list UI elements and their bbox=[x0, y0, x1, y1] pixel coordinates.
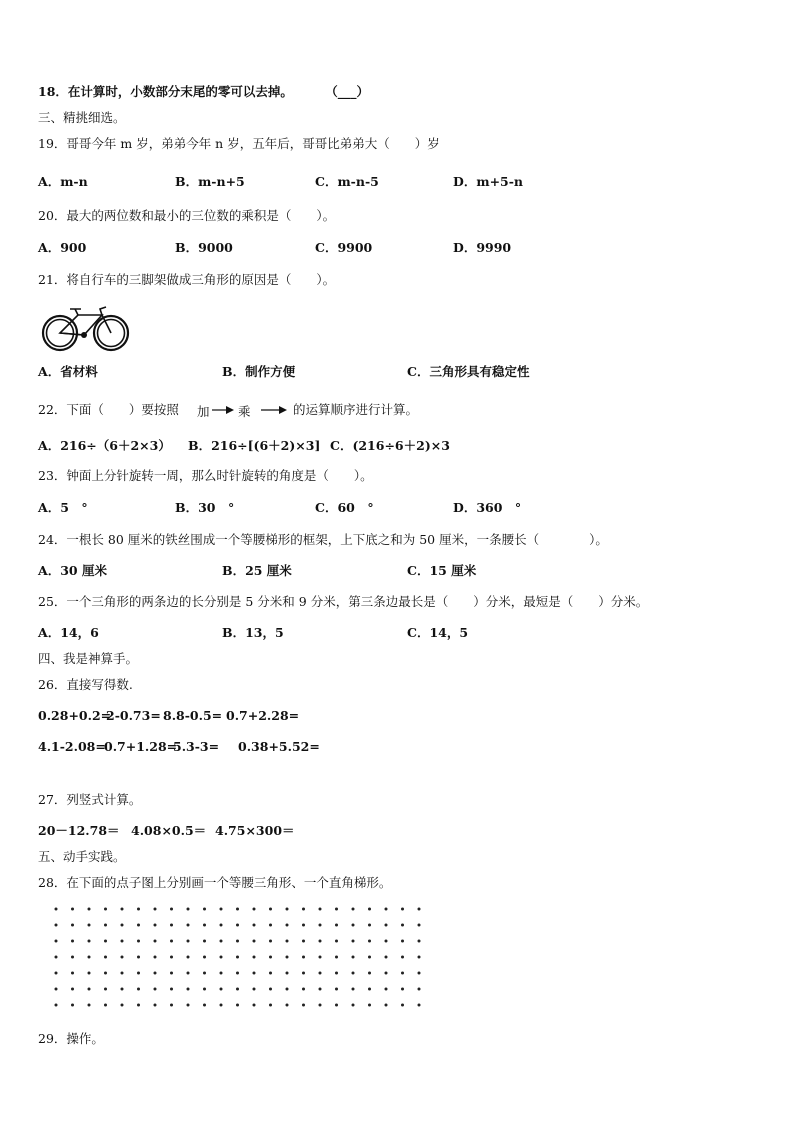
q26-item-6: 0.7+1.28= bbox=[104, 739, 178, 754]
grid-dot[interactable] bbox=[137, 988, 140, 991]
q22-option-c[interactable]: C．(216÷6＋2)×3 bbox=[330, 438, 450, 453]
q26-item-8: 0.38+5.52= bbox=[238, 739, 320, 754]
q27-item-3: 4.75×300＝ bbox=[215, 823, 295, 838]
grid-dot[interactable] bbox=[220, 940, 223, 943]
grid-dot[interactable] bbox=[286, 972, 289, 975]
grid-dot[interactable] bbox=[401, 940, 404, 943]
grid-dot[interactable] bbox=[71, 972, 74, 975]
grid-dot[interactable] bbox=[269, 972, 272, 975]
q25-option-b[interactable]: B．13，5 bbox=[222, 625, 284, 640]
grid-dot[interactable] bbox=[269, 940, 272, 943]
grid-dot[interactable] bbox=[335, 956, 338, 959]
q21-option-a[interactable]: A．省材料 bbox=[38, 364, 98, 379]
grid-dot[interactable] bbox=[55, 972, 58, 975]
grid-dot[interactable] bbox=[104, 908, 107, 911]
q24-option-c[interactable]: C．15 厘米 bbox=[407, 563, 477, 578]
flow-step-multiply: 乘 bbox=[238, 404, 251, 419]
grid-dot[interactable] bbox=[269, 924, 272, 927]
grid-dot[interactable] bbox=[286, 908, 289, 911]
grid-dot[interactable] bbox=[368, 956, 371, 959]
grid-dot[interactable] bbox=[137, 940, 140, 943]
grid-dot[interactable] bbox=[368, 924, 371, 927]
q23-text: 23．钟面上分针旋转一周，那么时针旋转的角度是（ ）。 bbox=[38, 468, 373, 483]
grid-dot[interactable] bbox=[401, 988, 404, 991]
section-3-title: 三、精挑细选。 bbox=[38, 110, 126, 125]
q25-option-c[interactable]: C．14，5 bbox=[407, 625, 469, 640]
grid-dot[interactable] bbox=[335, 972, 338, 975]
grid-dot[interactable] bbox=[203, 924, 206, 927]
grid-dot[interactable] bbox=[203, 940, 206, 943]
grid-dot[interactable] bbox=[187, 956, 190, 959]
grid-dot[interactable] bbox=[121, 972, 124, 975]
grid-dot[interactable] bbox=[104, 940, 107, 943]
grid-dot[interactable] bbox=[385, 988, 388, 991]
q25-text: 25．一个三角形的两条边的长分别是 5 分米和 9 分米，第三条边最长是（ ）分米，最短是（ ）分米。 bbox=[38, 594, 649, 609]
q20-option-c[interactable]: C．9900 bbox=[315, 240, 373, 255]
grid-dot[interactable] bbox=[302, 956, 305, 959]
grid-dot[interactable] bbox=[286, 940, 289, 943]
q26-item-2: 2-0.73= bbox=[106, 708, 161, 723]
q20-text: 20．最大的两位数和最小的三位数的乘积是（ ）。 bbox=[38, 208, 336, 223]
grid-dot[interactable] bbox=[385, 1004, 388, 1007]
grid-dot[interactable] bbox=[385, 940, 388, 943]
q22-prefix: 22．下面（ ）要按照 bbox=[38, 402, 179, 417]
grid-dot[interactable] bbox=[319, 988, 322, 991]
q21-option-c[interactable]: C．三角形具有稳定性 bbox=[407, 364, 530, 379]
grid-dot[interactable] bbox=[88, 988, 91, 991]
grid-dot[interactable] bbox=[401, 956, 404, 959]
grid-dot[interactable] bbox=[137, 972, 140, 975]
grid-dot[interactable] bbox=[55, 908, 58, 911]
q24-option-a[interactable]: A．30 厘米 bbox=[38, 563, 107, 578]
grid-dot[interactable] bbox=[352, 1004, 355, 1007]
grid-dot[interactable] bbox=[319, 1004, 322, 1007]
grid-dot[interactable] bbox=[154, 972, 157, 975]
q24-option-b[interactable]: B．25 厘米 bbox=[222, 563, 292, 578]
grid-dot[interactable] bbox=[335, 940, 338, 943]
grid-dot[interactable] bbox=[71, 988, 74, 991]
grid-dot[interactable] bbox=[418, 940, 421, 943]
section-5-title: 五、动手实践。 bbox=[38, 849, 126, 864]
grid-dot[interactable] bbox=[71, 956, 74, 959]
grid-dot[interactable] bbox=[352, 924, 355, 927]
q27-item-1: 20－12.78＝ bbox=[38, 823, 120, 838]
grid-dot[interactable] bbox=[335, 924, 338, 927]
q22-option-a[interactable]: A．216÷（6＋2×3） bbox=[38, 438, 171, 453]
grid-dot[interactable] bbox=[253, 956, 256, 959]
q23-option-c[interactable]: C．60 ° bbox=[315, 500, 374, 515]
grid-dot[interactable] bbox=[368, 940, 371, 943]
q26-text: 26．直接写得数. bbox=[38, 677, 133, 692]
grid-dot[interactable] bbox=[55, 924, 58, 927]
grid-dot[interactable] bbox=[55, 1004, 58, 1007]
grid-dot[interactable] bbox=[170, 988, 173, 991]
grid-dot[interactable] bbox=[203, 988, 206, 991]
q21-text: 21．将自行车的三脚架做成三角形的原因是（ ）。 bbox=[38, 272, 336, 287]
grid-dot[interactable] bbox=[121, 1004, 124, 1007]
grid-dot[interactable] bbox=[236, 972, 239, 975]
q24-text: 24．一根长 80 厘米的铁丝围成一个等腰梯形的框架，上下底之和为 50 厘米，一条腰长（ ）。 bbox=[38, 532, 608, 547]
grid-dot[interactable] bbox=[401, 1004, 404, 1007]
grid-dot[interactable] bbox=[187, 940, 190, 943]
grid-dot[interactable] bbox=[352, 940, 355, 943]
grid-dot[interactable] bbox=[121, 940, 124, 943]
grid-dot[interactable] bbox=[418, 908, 421, 911]
grid-dot[interactable] bbox=[302, 972, 305, 975]
grid-dot[interactable] bbox=[253, 1004, 256, 1007]
grid-dot[interactable] bbox=[121, 924, 124, 927]
grid-dot[interactable] bbox=[154, 924, 157, 927]
grid-dot[interactable] bbox=[302, 908, 305, 911]
grid-dot[interactable] bbox=[121, 988, 124, 991]
grid-dot[interactable] bbox=[71, 924, 74, 927]
q19-text: 19．哥哥今年 m 岁，弟弟今年 n 岁，五年后，哥哥比弟弟大（ ）岁 bbox=[38, 136, 440, 151]
grid-dot[interactable] bbox=[88, 1004, 91, 1007]
grid-dot[interactable] bbox=[319, 956, 322, 959]
q23-option-b[interactable]: B．30 ° bbox=[175, 500, 235, 515]
grid-dot[interactable] bbox=[335, 908, 338, 911]
grid-dot[interactable] bbox=[187, 988, 190, 991]
grid-dot[interactable] bbox=[88, 908, 91, 911]
grid-dot[interactable] bbox=[319, 924, 322, 927]
grid-dot[interactable] bbox=[418, 924, 421, 927]
grid-dot[interactable] bbox=[55, 940, 58, 943]
grid-dot[interactable] bbox=[220, 924, 223, 927]
grid-dot[interactable] bbox=[203, 972, 206, 975]
q20-option-b[interactable]: B．9000 bbox=[175, 240, 233, 255]
grid-dot[interactable] bbox=[269, 988, 272, 991]
grid-dot[interactable] bbox=[418, 1004, 421, 1007]
grid-dot[interactable] bbox=[302, 940, 305, 943]
grid-dot[interactable] bbox=[236, 908, 239, 911]
q21-option-b[interactable]: B．制作方便 bbox=[222, 364, 296, 379]
grid-dot[interactable] bbox=[385, 956, 388, 959]
grid-dot[interactable] bbox=[187, 908, 190, 911]
grid-dot[interactable] bbox=[286, 924, 289, 927]
q20-option-d[interactable]: D．9990 bbox=[453, 240, 512, 255]
grid-dot[interactable] bbox=[352, 908, 355, 911]
grid-dot[interactable] bbox=[170, 1004, 173, 1007]
grid-dot[interactable] bbox=[236, 924, 239, 927]
grid-dot[interactable] bbox=[170, 972, 173, 975]
grid-dot[interactable] bbox=[269, 908, 272, 911]
q26-item-3: 8.8-0.5= bbox=[163, 708, 223, 723]
q26-item-4: 0.7+2.28= bbox=[226, 708, 300, 723]
q26-item-1: 0.28+0.2= bbox=[38, 708, 112, 723]
flow-step-add: 加 bbox=[197, 404, 210, 419]
grid-dot[interactable] bbox=[154, 1004, 157, 1007]
grid-dot[interactable] bbox=[187, 924, 190, 927]
grid-dot[interactable] bbox=[203, 908, 206, 911]
q27-item-2: 4.08×0.5＝ bbox=[131, 823, 207, 838]
grid-dot[interactable] bbox=[220, 988, 223, 991]
grid-dot[interactable] bbox=[302, 1004, 305, 1007]
grid-dot[interactable] bbox=[352, 972, 355, 975]
arrow-right-icon bbox=[212, 405, 234, 415]
grid-dot[interactable] bbox=[71, 1004, 74, 1007]
grid-dot[interactable] bbox=[418, 956, 421, 959]
grid-dot[interactable] bbox=[187, 1004, 190, 1007]
grid-dot[interactable] bbox=[385, 972, 388, 975]
grid-dot[interactable] bbox=[368, 1004, 371, 1007]
grid-dot[interactable] bbox=[253, 988, 256, 991]
grid-dot[interactable] bbox=[418, 972, 421, 975]
grid-dot[interactable] bbox=[269, 1004, 272, 1007]
q23-option-a[interactable]: A．5 ° bbox=[38, 500, 88, 515]
grid-dot[interactable] bbox=[269, 956, 272, 959]
grid-dot[interactable] bbox=[88, 924, 91, 927]
grid-dot[interactable] bbox=[368, 908, 371, 911]
grid-dot[interactable] bbox=[220, 956, 223, 959]
grid-dot[interactable] bbox=[368, 988, 371, 991]
grid-dot[interactable] bbox=[319, 908, 322, 911]
grid-dot[interactable] bbox=[203, 1004, 206, 1007]
q26-item-7: 5.3-3= bbox=[173, 739, 220, 754]
q23-option-d[interactable]: D．360 ° bbox=[453, 500, 522, 515]
grid-dot[interactable] bbox=[286, 988, 289, 991]
q26-item-5: 4.1-2.08= bbox=[38, 739, 106, 754]
grid-dot[interactable] bbox=[55, 988, 58, 991]
bicycle-image bbox=[40, 305, 132, 353]
grid-dot[interactable] bbox=[335, 1004, 338, 1007]
grid-dot[interactable] bbox=[253, 908, 256, 911]
q19-option-d[interactable]: D．m+5-n bbox=[453, 174, 524, 189]
section-4-title: 四、我是神算手。 bbox=[38, 651, 139, 666]
grid-dot[interactable] bbox=[220, 908, 223, 911]
grid-dot[interactable] bbox=[55, 956, 58, 959]
grid-dot[interactable] bbox=[253, 924, 256, 927]
grid-dot[interactable] bbox=[137, 908, 140, 911]
grid-dot[interactable] bbox=[170, 908, 173, 911]
grid-dot[interactable] bbox=[154, 988, 157, 991]
grid-dot[interactable] bbox=[401, 972, 404, 975]
grid-dot[interactable] bbox=[352, 956, 355, 959]
grid-dot[interactable] bbox=[121, 956, 124, 959]
grid-dot[interactable] bbox=[104, 972, 107, 975]
grid-dot[interactable] bbox=[220, 972, 223, 975]
q22-suffix: 的运算顺序进行计算。 bbox=[293, 402, 419, 417]
grid-dot[interactable] bbox=[401, 924, 404, 927]
grid-dot[interactable] bbox=[385, 924, 388, 927]
grid-dot[interactable] bbox=[137, 924, 140, 927]
grid-dot[interactable] bbox=[137, 1004, 140, 1007]
q18-stem: 18．在计算时，小数部分末尾的零可以去掉。 bbox=[38, 84, 293, 99]
grid-dot[interactable] bbox=[104, 988, 107, 991]
grid-dot[interactable] bbox=[154, 908, 157, 911]
grid-dot[interactable] bbox=[302, 988, 305, 991]
q29-text: 29．操作。 bbox=[38, 1031, 104, 1046]
q25-option-a[interactable]: A．14，6 bbox=[38, 625, 99, 640]
grid-dot[interactable] bbox=[187, 972, 190, 975]
grid-dot[interactable] bbox=[104, 956, 107, 959]
arrow-right-icon bbox=[261, 405, 287, 415]
grid-dot[interactable] bbox=[137, 956, 140, 959]
grid-dot[interactable] bbox=[170, 940, 173, 943]
q19-option-b[interactable]: B．m-n+5 bbox=[175, 174, 245, 189]
grid-dot[interactable] bbox=[170, 924, 173, 927]
grid-dot[interactable] bbox=[104, 1004, 107, 1007]
grid-dot[interactable] bbox=[319, 972, 322, 975]
grid-dot[interactable] bbox=[401, 908, 404, 911]
grid-dot[interactable] bbox=[121, 908, 124, 911]
grid-dot[interactable] bbox=[236, 956, 239, 959]
grid-dot[interactable] bbox=[88, 956, 91, 959]
dot-grid[interactable] bbox=[50, 903, 435, 1013]
q27-text: 27．列竖式计算。 bbox=[38, 792, 142, 807]
grid-dot[interactable] bbox=[71, 908, 74, 911]
grid-dot[interactable] bbox=[368, 972, 371, 975]
q18-answer-paren[interactable]: （___） bbox=[325, 84, 370, 99]
q19-option-a[interactable]: A．m-n bbox=[38, 174, 88, 189]
q19-option-c[interactable]: C．m-n-5 bbox=[315, 174, 379, 189]
grid-dot[interactable] bbox=[170, 956, 173, 959]
grid-dot[interactable] bbox=[220, 1004, 223, 1007]
grid-dot[interactable] bbox=[236, 940, 239, 943]
grid-dot[interactable] bbox=[319, 940, 322, 943]
grid-dot[interactable] bbox=[88, 940, 91, 943]
q28-text: 28．在下面的点子图上分别画一个等腰三角形、一个直角梯形。 bbox=[38, 875, 392, 890]
grid-dot[interactable] bbox=[154, 940, 157, 943]
grid-dot[interactable] bbox=[352, 988, 355, 991]
grid-dot[interactable] bbox=[418, 988, 421, 991]
grid-dot[interactable] bbox=[154, 956, 157, 959]
grid-dot[interactable] bbox=[385, 908, 388, 911]
grid-dot[interactable] bbox=[88, 972, 91, 975]
grid-dot[interactable] bbox=[236, 988, 239, 991]
grid-dot[interactable] bbox=[286, 956, 289, 959]
grid-dot[interactable] bbox=[253, 972, 256, 975]
grid-dot[interactable] bbox=[335, 988, 338, 991]
grid-dot[interactable] bbox=[203, 956, 206, 959]
grid-dot[interactable] bbox=[71, 940, 74, 943]
q20-option-a[interactable]: A．900 bbox=[38, 240, 87, 255]
grid-dot[interactable] bbox=[302, 924, 305, 927]
q22-option-b[interactable]: B．216÷[(6＋2)×3] bbox=[188, 438, 321, 453]
grid-dot[interactable] bbox=[253, 940, 256, 943]
grid-dot[interactable] bbox=[286, 1004, 289, 1007]
q18-text bbox=[38, 84, 369, 100]
grid-dot[interactable] bbox=[236, 1004, 239, 1007]
grid-dot[interactable] bbox=[104, 924, 107, 927]
